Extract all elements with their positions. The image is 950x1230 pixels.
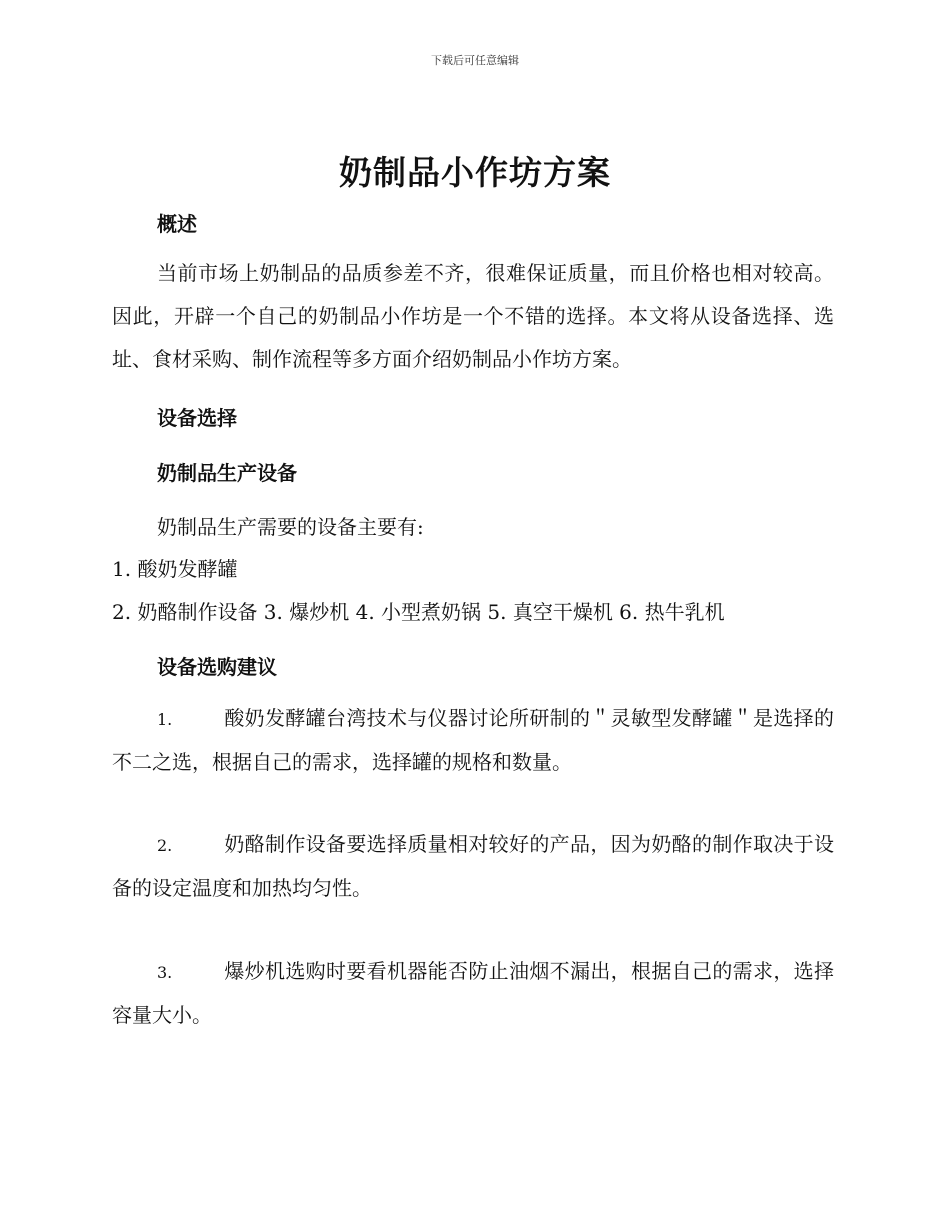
advice-number: 2. [157,836,173,855]
advice-item [112,697,834,784]
production-intro: 奶制品生产需要的设备主要有: [157,515,424,539]
advice-item [112,950,834,1037]
advice-number: 3. [157,963,173,982]
advice-text: 酸奶发酵罐台湾技术与仪器讨论所研制的＂灵敏型发酵罐＂是选择的不二之选，根据自己的需求，选择罐的规格和数量。 [112,706,834,774]
advice-text: 奶酪制作设备要选择质量相对较好的产品，因为奶酪的制作取决于设备的设定温度和加热均匀性。 [112,832,834,900]
advice-heading: 设备选购建议 [157,655,277,679]
overview-heading: 概述 [157,212,197,236]
equipment-list-line-1: 1. 酸奶发酵罐 [112,557,238,581]
equipment-heading: 设备选择 [157,406,237,430]
equipment-list-line-2: 2. 奶酪制作设备 3. 爆炒机 4. 小型煮奶锅 5. 真空干燥机 6. 热牛乳机 [112,600,725,624]
production-equipment-heading: 奶制品生产设备 [157,461,297,485]
overview-paragraph: 当前市场上奶制品的品质参差不齐，很难保证质量，而且价格也相对较高。因此，开辟一个自己的奶制品小作坊是一个不错的选择。本文将从设备选择、选址、食材采购、制作流程等多方面介绍奶制品小作坊方案。 [112,261,834,371]
advice-text: 爆炒机选购时要看机器能否防止油烟不漏出，根据自己的需求，选择容量大小。 [112,959,834,1027]
document-title: 奶制品小作坊方案 [339,153,611,192]
advice-number: 1. [157,710,173,729]
page-header: 下载后可任意编辑 [431,54,519,67]
advice-item [112,823,834,910]
